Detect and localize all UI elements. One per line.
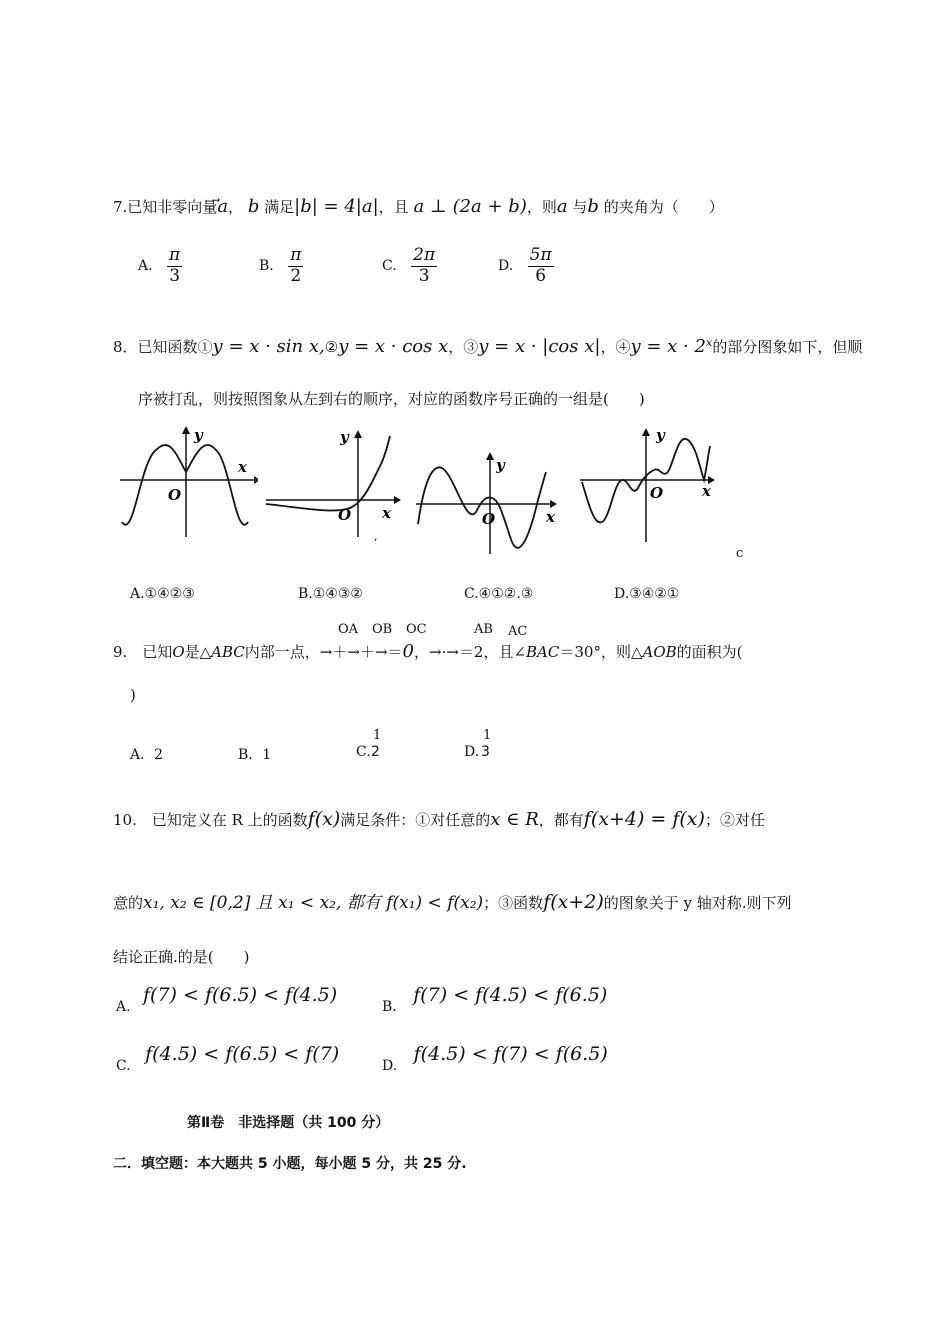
option-numerator: 1	[483, 728, 492, 743]
q7-vec-a: a	[217, 196, 229, 217]
option-label: A.	[138, 258, 153, 275]
q7-option-c[interactable]	[382, 246, 437, 286]
x-axis-arrow	[254, 476, 258, 484]
part-2-title: 第Ⅱ卷 非选择题（共 100 分）	[187, 1115, 390, 1131]
x-label: x	[546, 508, 555, 526]
q10-text-e: 意的	[113, 894, 144, 912]
q7-text-d: ，则	[526, 198, 557, 216]
q8-marker-4: ，④	[600, 338, 631, 356]
q8-stem	[113, 336, 862, 357]
q9-vec-label-ab: AB	[474, 622, 493, 637]
q8-function-3: y = x · |cos x|	[478, 336, 601, 357]
q10-stem-line-2	[113, 888, 792, 913]
option-denominator: 3	[481, 744, 490, 760]
q7-text-e: 与	[572, 198, 588, 216]
y-axis-arrow	[182, 426, 190, 434]
option-label: C.	[356, 744, 371, 760]
y-label: y	[496, 456, 505, 474]
x-label: x	[382, 504, 391, 522]
q8-graph-1	[118, 422, 258, 542]
x-axis-arrow	[550, 500, 557, 508]
x-axis-arrow	[394, 496, 401, 504]
q8-marker-2: ②	[324, 338, 339, 356]
q7-vec-a-2: a	[556, 196, 568, 217]
q8-function-2: y = x · cos x	[338, 336, 449, 357]
y-label: y	[656, 426, 665, 444]
q8-text: 8．已知函数①	[113, 338, 213, 356]
y-axis-arrow	[486, 452, 494, 460]
option-fraction: $\frac{\pi}{2}$	[290, 245, 302, 286]
q7-condition-1: |b| = 4|a|	[294, 196, 379, 217]
q10-option-a[interactable]	[116, 984, 338, 1015]
q7-option-a[interactable]	[138, 246, 182, 286]
q9-vector-sum: →＋→＋→＝	[319, 643, 403, 661]
q10-function: f(x)	[307, 808, 341, 830]
q10-text-g: 的图象关于 y 轴对称.则下列	[603, 894, 792, 912]
q10-option-d[interactable]	[382, 1043, 608, 1074]
curve	[418, 467, 546, 547]
option-fraction: $\frac{5\pi}{6}$	[529, 245, 552, 286]
stray-mark: ,	[374, 530, 378, 543]
q10-stem	[113, 808, 765, 830]
q7-stem	[113, 196, 724, 217]
q9-option-a[interactable]: A．2	[130, 747, 164, 763]
q7-vec-b: b	[247, 196, 260, 217]
q10-text: 10. 已知定义在 R 上的函数	[113, 811, 308, 829]
q10-shifted-function: f(x+2)	[543, 891, 604, 913]
q9-stem-line-2: )	[130, 686, 136, 704]
q8-graph-3	[414, 442, 564, 557]
q9-stem	[113, 641, 743, 662]
q8-text-b: 的部分图象如下，但顺	[712, 338, 863, 356]
q8-marker-3: ，③	[448, 338, 479, 356]
q9-triangle: ABC	[211, 643, 245, 661]
q7-vec-b-2: b	[587, 196, 599, 217]
q10-option-c[interactable]	[116, 1043, 340, 1074]
origin-label: O	[650, 484, 664, 502]
option-label: B.	[382, 999, 397, 1015]
q9-text: 9. 已知	[113, 643, 173, 661]
q8-option-c[interactable]: C.④①②.③	[464, 586, 534, 602]
x-label: x	[702, 482, 711, 500]
q9-vec-label-oa: OA	[338, 622, 359, 637]
q10-domain: x ∈ R	[490, 809, 539, 830]
option-denominator: 2	[371, 744, 380, 760]
q9-point-o: O	[172, 643, 185, 661]
option-expression: f(7) < f(6.5) < f(4.5)	[143, 984, 338, 1006]
y-axis-arrow	[642, 428, 650, 436]
q9-triangle-aob: AOB	[642, 643, 677, 661]
q8-option-a[interactable]: A.①④②③	[130, 586, 195, 602]
q9-vec-label-ac: AC	[508, 624, 528, 639]
q9-text-b: 是△	[184, 643, 212, 661]
q9-zero-vector: 0	[402, 641, 414, 662]
q8-function-1: y = x · sin x,	[212, 336, 325, 357]
q10-stem-line-3: 结论正确.的是( )	[113, 948, 250, 966]
q9-vec-label-oc: OC	[406, 622, 427, 637]
q8-option-b[interactable]: B.①④③②	[298, 586, 363, 602]
q10-option-b[interactable]	[382, 984, 608, 1015]
q9-option-b[interactable]: B．1	[238, 747, 272, 763]
option-fraction: $\frac{2\pi}{3}$	[413, 245, 436, 286]
q10-periodic-condition: f(x+4) = f(x)	[583, 808, 705, 830]
y-label: y	[194, 426, 203, 444]
option-label: A.	[116, 999, 131, 1015]
option-expression: f(7) < f(4.5) < f(6.5)	[413, 984, 608, 1006]
q9-vec-label-ob: OB	[372, 622, 393, 637]
q10-text-c: ，都有	[538, 811, 584, 829]
q7-text-f: 的夹角为（ ）	[603, 198, 724, 216]
q7-text-b: 满足	[264, 198, 295, 216]
q7-text-c: ，且	[378, 198, 409, 216]
q9-text-d: ＝30°，则△	[559, 643, 643, 661]
y-label: y	[340, 428, 349, 446]
curve	[122, 445, 248, 525]
q8-function-4: y = x · 2ˣ	[630, 336, 713, 357]
q8-graph-2	[264, 422, 404, 552]
option-numerator: 1	[373, 728, 382, 743]
option-label: D.	[382, 1058, 398, 1074]
q10-text-d: ；②对任	[704, 811, 765, 829]
q8-option-d[interactable]: D.③④②①	[614, 586, 680, 602]
x-label: x	[238, 458, 247, 476]
q7-sep: ，	[228, 198, 244, 216]
q9-sep: ，	[413, 643, 429, 661]
q7-option-b[interactable]	[259, 246, 303, 286]
q9-angle: BAC	[526, 643, 560, 661]
q9-text-e: 的面积为(	[676, 643, 743, 661]
option-expression: f(4.5) < f(7) < f(6.5)	[413, 1043, 608, 1065]
q10-text-b: 满足条件：①对任意的	[340, 811, 491, 829]
q9-dot-product: →·→＝2，且∠	[429, 643, 527, 661]
q8-graph-4	[578, 422, 723, 552]
origin-label: O	[482, 510, 496, 528]
q7-text: 7.已知非零向量	[113, 198, 218, 216]
option-label: D.	[498, 258, 514, 275]
q7-condition-2: a ⊥ (2a + b)	[413, 196, 527, 217]
q7-option-d[interactable]	[498, 246, 554, 286]
q9-text-c: 内部一点，	[244, 643, 320, 661]
section-2-heading: 二．填空题：本大题共 5 小题，每小题 5 分，共 25 分.	[113, 1156, 467, 1172]
option-expression: f(4.5) < f(6.5) < f(7)	[145, 1043, 340, 1065]
q10-monotonic-condition: x₁, x₂ ∈ [0,2] 且 x₁ < x₂, 都有 f(x₁) < f(x₂)	[143, 893, 484, 913]
option-label: C.	[382, 258, 397, 275]
origin-label: O	[168, 486, 182, 504]
q8-stray-c: c	[736, 546, 744, 561]
q10-text-f: ；③函数	[483, 894, 544, 912]
q8-stem-line-2: 序被打乱，则按照图象从左到右的顺序，对应的函数序号正确的一组是( )	[138, 390, 645, 408]
option-label: C.	[116, 1058, 131, 1074]
option-label: B.	[259, 258, 274, 275]
option-label: D.	[464, 744, 480, 760]
origin-label: O	[338, 506, 352, 524]
option-fraction: $\frac{\pi}{3}$	[169, 245, 181, 286]
y-axis-arrow	[354, 430, 362, 438]
